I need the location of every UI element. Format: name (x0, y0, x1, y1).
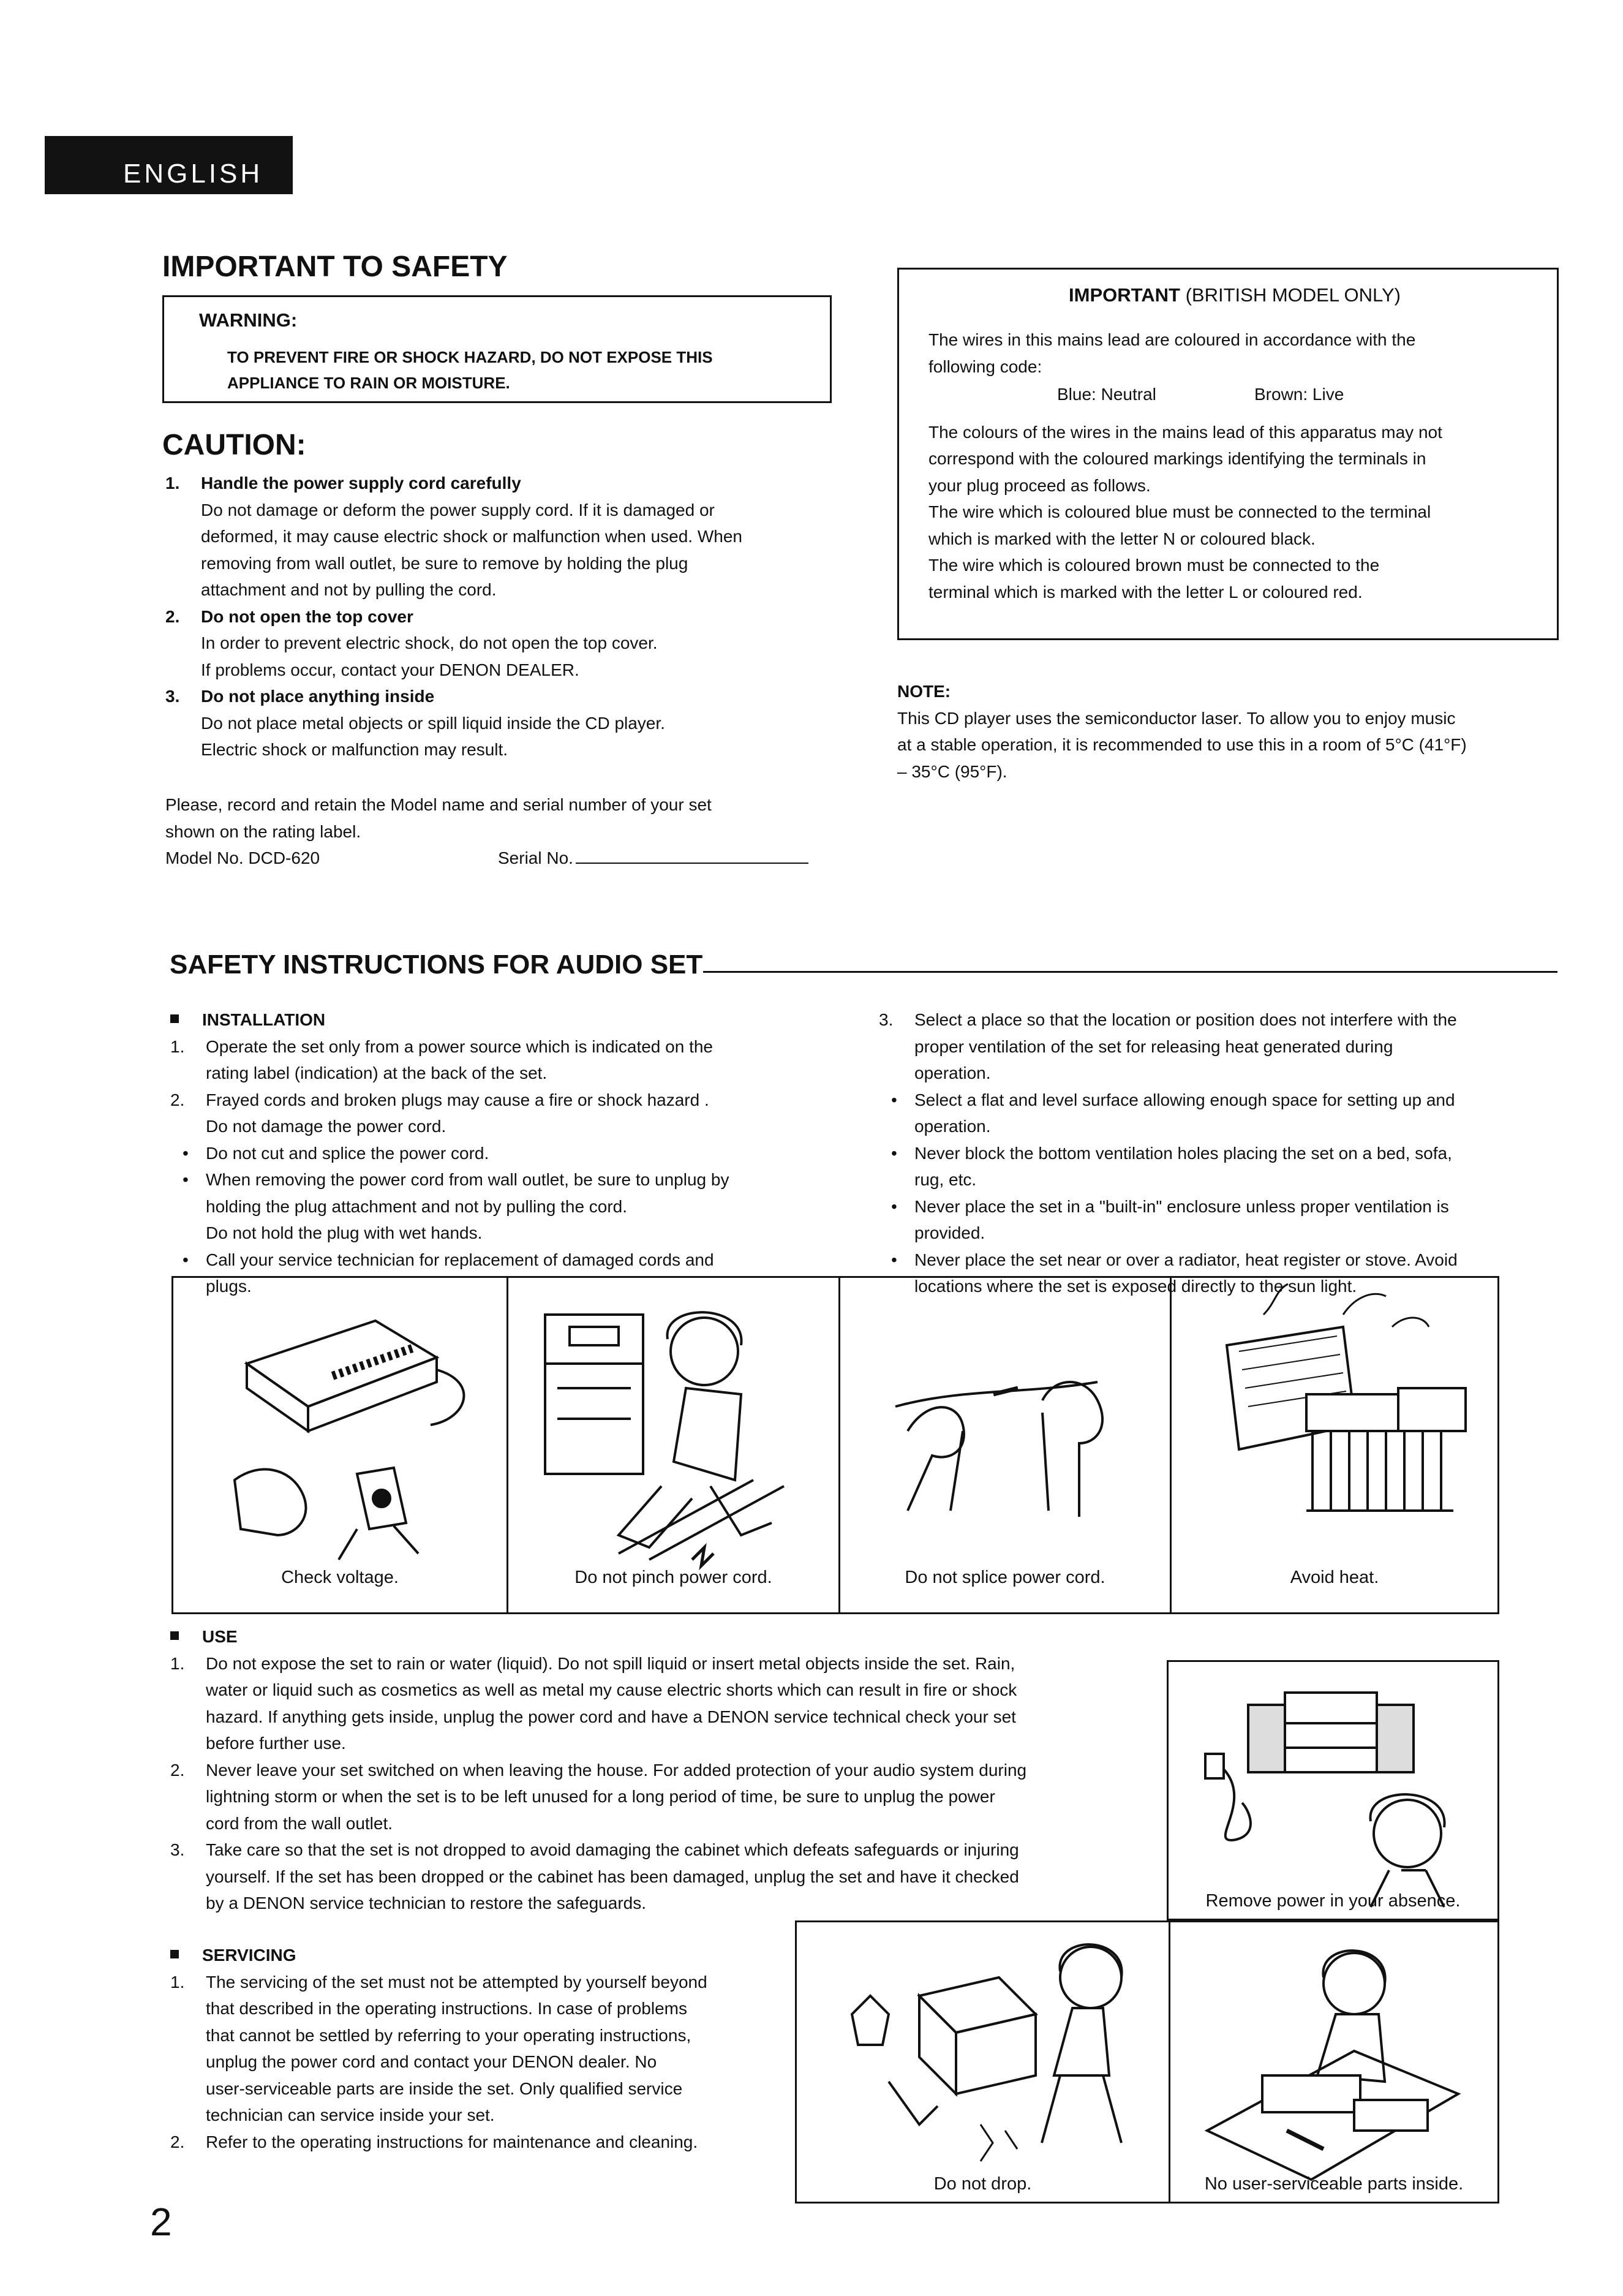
remove-power-illustration (1169, 1662, 1497, 1919)
record-line: shown on the rating label. (165, 821, 361, 841)
british-body-line: terminal which is marked with the letter L or coloured red. (928, 582, 1363, 602)
warning-box (162, 295, 832, 403)
audio-set-title: SAFETY INSTRUCTIONS FOR AUDIO SET (170, 950, 703, 980)
note-line: – 35°C (95°F). (897, 761, 1007, 781)
use-line: cord from the wall outlet. (206, 1813, 393, 1833)
caution-item (165, 470, 836, 603)
square-bullet-icon (170, 1950, 179, 1958)
pinch-cord-illustration (508, 1278, 838, 1612)
caution-title: CAUTION: (162, 429, 306, 461)
british-box-content (928, 270, 1541, 605)
installation-bullet (879, 1140, 1562, 1193)
british-body-line: The wire which is coloured brown must be connected to the (928, 556, 1380, 575)
panel-caption: Do not drop. (933, 2174, 1032, 2194)
caution-item-heading: Handle the power supply cord carefully (201, 474, 521, 493)
use-line: lightning storm or when the set is to be left unused for a long period of time, be sure to unplug the power (206, 1787, 995, 1806)
panel-caption: Check voltage. (281, 1568, 399, 1587)
code-brown: Brown: Live (1254, 385, 1344, 404)
installation-left (170, 1006, 838, 1300)
installation-bullet-line: • When removing the power cord from wall outlet, be sure to unplug by (206, 1170, 729, 1189)
section-rule (703, 971, 1557, 973)
caution-item-line: If problems occur, contact your DENON DEALER. (201, 660, 579, 679)
british-title-rest: (BRITISH MODEL ONLY) (1185, 284, 1401, 306)
serial-number-label: Serial No. (498, 848, 573, 867)
note-block (897, 678, 1565, 785)
servicing-line: Refer to the operating instructions for maintenance and cleaning. (206, 2132, 698, 2151)
record-line: Please, record and retain the Model name and serial number of your set (165, 795, 712, 814)
installation-line: Frayed cords and broken plugs may cause a fire or shock hazard . (206, 1090, 709, 1109)
square-bullet-icon (170, 1014, 179, 1023)
caution-item-heading: Do not place anything inside (201, 687, 435, 706)
serial-number-blank (576, 863, 808, 864)
installation-line: Do not damage the power cord. (206, 1117, 446, 1136)
code-blue: Blue: Neutral (1057, 385, 1156, 404)
use-item-number: 3. (170, 1840, 185, 1859)
panel-check-voltage (173, 1278, 508, 1612)
british-intro-line: following code: (928, 357, 1042, 376)
note-title: NOTE: (897, 682, 951, 701)
use-section (170, 1623, 1175, 1917)
caution-item-line: Electric shock or malfunction may result. (201, 740, 508, 759)
language-tab (45, 136, 293, 194)
british-body-line: The wire which is coloured blue must be connected to the terminal (928, 502, 1431, 522)
check-voltage-illustration (173, 1278, 506, 1612)
installation-heading (170, 1006, 838, 1033)
servicing-line: user-serviceable parts are inside the set. Only qualified service (206, 2079, 683, 2098)
page-number: 2 (150, 2200, 172, 2244)
panel-splice-cord (840, 1278, 1172, 1612)
installation-item (170, 1087, 838, 1140)
servicing-line: that cannot be settled by referring to your operating instructions, (206, 2025, 691, 2045)
installation-title: INSTALLATION (202, 1010, 326, 1029)
servicing-illustrations (795, 1920, 1499, 2203)
safety-title: IMPORTANT TO SAFETY (162, 251, 508, 283)
installation-bullet-line: plugs. (206, 1277, 252, 1296)
installation-item-number: 3. (879, 1010, 894, 1029)
installation-item (170, 1033, 838, 1087)
use-line: hazard. If anything gets inside, unplug the power cord and have a DENON service technical check your set (206, 1707, 1016, 1726)
panel-remove-power (1167, 1660, 1499, 1920)
installation-bullet-line: Do not hold the plug with wet hands. (206, 1223, 483, 1242)
installation-line: Operate the set only from a power source which is indicated on the (206, 1037, 713, 1056)
use-line: before further use. (206, 1734, 346, 1753)
warning-line: TO PREVENT FIRE OR SHOCK HAZARD, DO NOT EXPOSE THIS (227, 348, 713, 366)
note-line: This CD player uses the semiconductor laser. To allow you to enjoy music (897, 708, 1456, 728)
use-line: Do not expose the set to rain or water (liquid). Do not spill liquid or insert metal objects inside the set. Rain, (206, 1653, 1015, 1673)
installation-bullet-line: locations where the set is exposed directly to the sun light. (914, 1277, 1357, 1296)
servicing-line: technician can service inside your set. (206, 2105, 495, 2124)
installation-bullet (879, 1193, 1562, 1247)
servicing-item-number: 2. (170, 2132, 185, 2151)
caution-item (165, 603, 836, 684)
panel-caption: No user-serviceable parts inside. (1204, 2174, 1464, 2194)
language-tab-label: ENGLISH (123, 159, 263, 189)
use-item (170, 1650, 1175, 1757)
british-body-line: correspond with the coloured markings identifying the terminals in (928, 449, 1426, 469)
british-body-line: your plug proceed as follows. (928, 475, 1151, 495)
warning-text (227, 344, 713, 396)
caution-item-number: 1. (165, 474, 180, 493)
installation-bullet-line: operation. (914, 1117, 991, 1136)
model-number: Model No. DCD-620 (165, 848, 320, 867)
caution-list (165, 470, 836, 763)
use-line: by a DENON service technician to restore the safeguards. (206, 1894, 647, 1913)
use-title: USE (202, 1627, 238, 1646)
colour-code-row (928, 381, 1541, 408)
avoid-heat-illustration (1172, 1278, 1497, 1612)
caution-item-line: Do not damage or deform the power supply cord. If it is damaged or (201, 500, 715, 519)
record-notice (165, 791, 836, 872)
panel-do-not-drop (797, 1922, 1170, 2202)
servicing-section (170, 1942, 795, 2155)
servicing-line: unplug the power cord and contact your DENON dealer. No (206, 2052, 657, 2071)
caution-item-number: 3. (165, 687, 180, 706)
servicing-item-number: 1. (170, 1972, 185, 1992)
installation-line: rating label (indication) at the back of the set. (206, 1063, 548, 1082)
installation-line: Select a place so that the location or position does not interfere with the (914, 1010, 1457, 1029)
caution-item-line: removing from wall outlet, be sure to remove by holding the plug (201, 553, 688, 573)
use-item-number: 2. (170, 1760, 185, 1780)
caution-item-line: Do not place metal objects or spill liquid inside the CD player. (201, 713, 665, 733)
british-title-bold: IMPORTANT (1069, 284, 1180, 306)
installation-bullet-line: • Select a flat and level surface allowing enough space for setting up and (914, 1090, 1455, 1109)
installation-bullet-line: • Never block the bottom ventilation holes placing the set on a bed, sofa, (914, 1143, 1452, 1163)
british-intro-line: The wires in this mains lead are coloured in accordance with the (928, 330, 1416, 350)
servicing-line: that described in the operating instructions. In case of problems (206, 1999, 687, 2018)
caution-item-line: deformed, it may cause electric shock or malfunction when used. When (201, 527, 742, 546)
installation-illustrations (171, 1276, 1499, 1614)
installation-right (879, 1006, 1562, 1300)
installation-bullet-line: holding the plug attachment and not by pulling the cord. (206, 1196, 628, 1216)
servicing-heading (170, 1942, 795, 1969)
caution-item-heading: Do not open the top cover (201, 606, 413, 626)
installation-item-number: 2. (170, 1090, 185, 1109)
british-body-line: The colours of the wires in the mains lead of this apparatus may not (928, 422, 1442, 442)
installation-bullet (879, 1087, 1562, 1140)
use-item (170, 1837, 1175, 1917)
installation-bullet-line: • Never place the set near or over a radiator, heat register or stove. Avoid (914, 1250, 1458, 1269)
use-heading (170, 1623, 1175, 1650)
servicing-item (170, 1969, 795, 2129)
panel-caption: Avoid heat. (1290, 1568, 1379, 1587)
british-title (928, 282, 1541, 308)
caution-item-line: In order to prevent electric shock, do not open the top cover. (201, 633, 658, 652)
installation-bullet-line: • Call your service technician for replacement of damaged cords and (206, 1250, 714, 1269)
servicing-line: The servicing of the set must not be attempted by yourself beyond (206, 1972, 707, 1992)
servicing-title: SERVICING (202, 1946, 296, 1965)
installation-item (879, 1006, 1562, 1087)
installation-bullet-line: • Never place the set in a "built-in" enclosure unless proper ventilation is (914, 1196, 1449, 1216)
use-item (170, 1757, 1175, 1837)
installation-line: proper ventilation of the set for releasing heat generated during (914, 1037, 1393, 1056)
no-user-parts-illustration (1170, 1922, 1497, 2202)
caution-item (165, 683, 836, 763)
panel-pinch-cord (508, 1278, 840, 1612)
installation-line: operation. (914, 1063, 991, 1082)
installation-item-number: 1. (170, 1037, 185, 1056)
use-line: Never leave your set switched on when leaving the house. For added protection of your audio system during (206, 1760, 1027, 1780)
british-model-box (897, 268, 1559, 640)
installation-bullet (170, 1140, 838, 1167)
use-line: yourself. If the set has been dropped or the cabinet has been damaged, unplug the set and have it checked (206, 1867, 1019, 1886)
use-item-number: 1. (170, 1653, 185, 1673)
panel-avoid-heat (1172, 1278, 1497, 1612)
installation-bullet (170, 1166, 838, 1247)
splice-cord-illustration (840, 1278, 1170, 1612)
do-not-drop-illustration (797, 1922, 1169, 2202)
panel-no-user-parts (1170, 1922, 1497, 2202)
panel-caption: Remove power in your absence. (1205, 1891, 1461, 1911)
servicing-item (170, 2129, 795, 2156)
caution-item-line: attachment and not by pulling the cord. (201, 580, 497, 599)
installation-bullet-line: rug, etc. (914, 1170, 977, 1189)
british-body-line: which is marked with the letter N or coloured black. (928, 529, 1316, 548)
warning-title: WARNING: (199, 309, 298, 331)
square-bullet-icon (170, 1631, 179, 1640)
panel-caption: Do not pinch power cord. (574, 1568, 772, 1587)
warning-line: APPLIANCE TO RAIN OR MOISTURE. (227, 374, 510, 392)
note-line: at a stable operation, it is recommended to use this in a room of 5°C (41°F) (897, 735, 1467, 754)
installation-bullet-line: provided. (914, 1223, 985, 1242)
model-serial-row (165, 845, 836, 872)
installation-bullet-line: • Do not cut and splice the power cord. (206, 1143, 489, 1163)
panel-caption: Do not splice power cord. (905, 1568, 1105, 1587)
use-line: Take care so that the set is not dropped to avoid damaging the cabinet which defeats safeguards or injuring (206, 1840, 1019, 1859)
caution-item-number: 2. (165, 606, 180, 626)
use-line: water or liquid such as cosmetics as well as metal my cause electric shorts which can result in fire or shock (206, 1680, 1017, 1699)
